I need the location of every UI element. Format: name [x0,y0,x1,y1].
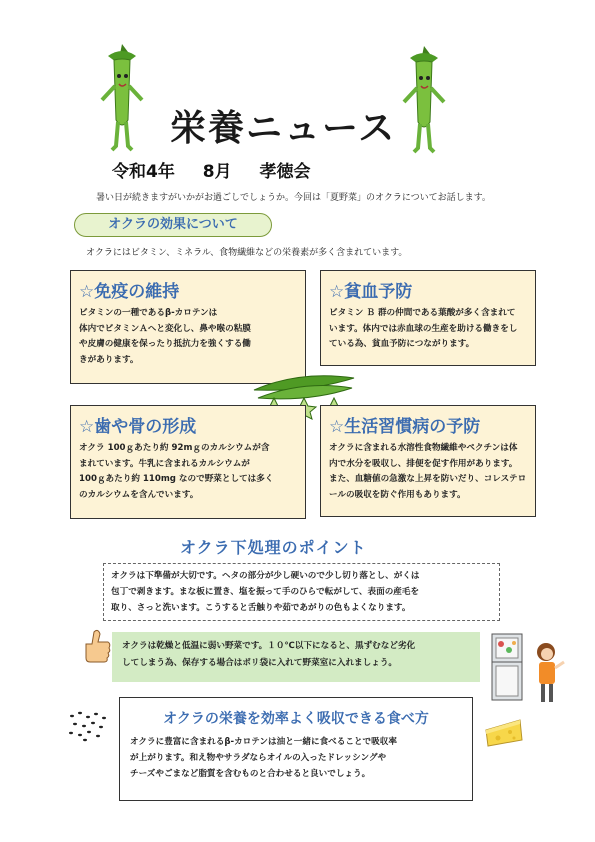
lifestyle-box [320,405,536,517]
immunity-line: 体内でビタミンＡへと変化し、鼻や喉の粘膜 [79,323,251,334]
prep-box [103,563,500,621]
effects-heading: オクラの効果について [74,213,272,237]
prep-line: 包丁で剥きます。まな板に置き、塩を振って手のひらで転がして、表面の産毛を [111,587,420,597]
okra-mascot-right-icon [400,44,448,154]
absorption-line: が上がります。和え物やサラダならオイルの入ったドレッシングや [130,753,387,763]
storage-line: してしまう為、保存する場合はポリ袋に入れて野菜室に入れましょう。 [122,658,398,668]
page-title: 栄養ニュース [170,108,397,149]
effects-intro: オクラにはビタミン、ミネラル、食物繊維などの栄養素が多く含まれています。 [86,248,408,258]
bone-line: オクラ 100ｇあたり約 92mｇのカルシウムが含 [79,443,270,453]
bone-line: まれています。牛乳に含まれるカルシウムが [79,458,250,469]
prep-heading: オクラ下処理のポイント [180,538,367,557]
sesame-seeds-icon [66,708,110,744]
anemia-title: ☆貧血予防 [329,282,413,302]
issue-line [112,157,333,182]
immunity-line: や皮膚の健康を保ったり抵抗力を強くする働 [79,339,251,349]
immunity-title: ☆免疫の維持 [79,282,180,302]
okra-mascot-left-icon [98,42,146,152]
absorption-heading: オクラの栄養を効率よく吸収できる食べ方 [163,711,429,727]
issue-era: 令和4年 [112,162,175,182]
prep-line: 取り、さっと洗います。こうすると舌触りや茹であがりの色もよくなります。 [111,603,411,613]
immunity-box [70,270,306,384]
intro-text: 暑い日が続きますがいかがお過ごしでしょうか。今回は「夏野菜」のオクラについてお話します。 [96,193,491,203]
absorption-line: オクラに豊富に含まれるβ-カロテンは油と一緒に食べることで吸収率 [130,737,397,747]
anemia-line: ビタミン Ｂ 群の仲間である葉酸が多く含まれて [329,308,516,318]
thumbs-up-icon [80,626,112,666]
woman-icon [530,640,570,704]
cheese-icon [484,716,524,748]
issue-month: 8月 [202,162,232,182]
prep-line: オクラは下準備が大切です。ヘタの部分が少し硬いので少し切り落とし、がくは [111,571,420,581]
lifestyle-line: ールの吸収を防ぐ作用もあります。 [329,489,466,500]
bone-box [70,405,306,519]
immunity-line: ビタミンの一種であるβ-カロテンは [79,308,218,318]
immunity-line: きがあります。 [79,354,139,365]
anemia-box [320,270,536,366]
lifestyle-line: オクラに含まれる水溶性食物繊維やペクチンは体 [329,443,518,453]
lifestyle-title: ☆生活習慣病の予防 [329,417,481,437]
storage-line: オクラは乾燥と低温に弱い野菜です。１０℃以下になると、黒ずむなど劣化 [122,641,416,651]
anemia-line: ている為、貧血予防につながります。 [329,339,475,349]
bone-line: 100ｇあたり約 110mg なので野菜としては多く [79,474,274,484]
lifestyle-line: 内で水分を吸収し、排便を促す作用があります。 [329,458,518,469]
absorption-line: チーズやごまなど脂質を含むものと合わせると良いでしょう。 [130,769,371,779]
issue-organization: 孝徳会 [259,162,311,182]
fridge-icon [490,632,530,702]
absorption-box [119,697,473,801]
storage-box [112,632,480,682]
bone-line: のカルシウムを含んでいます。 [79,489,199,500]
bone-title: ☆歯や骨の形成 [79,417,197,437]
lifestyle-line: また、血糖値の急激な上昇を防いだり、コレステロ [329,474,527,484]
anemia-line: います。体内では赤血球の生産を助ける働きをし [329,323,518,334]
